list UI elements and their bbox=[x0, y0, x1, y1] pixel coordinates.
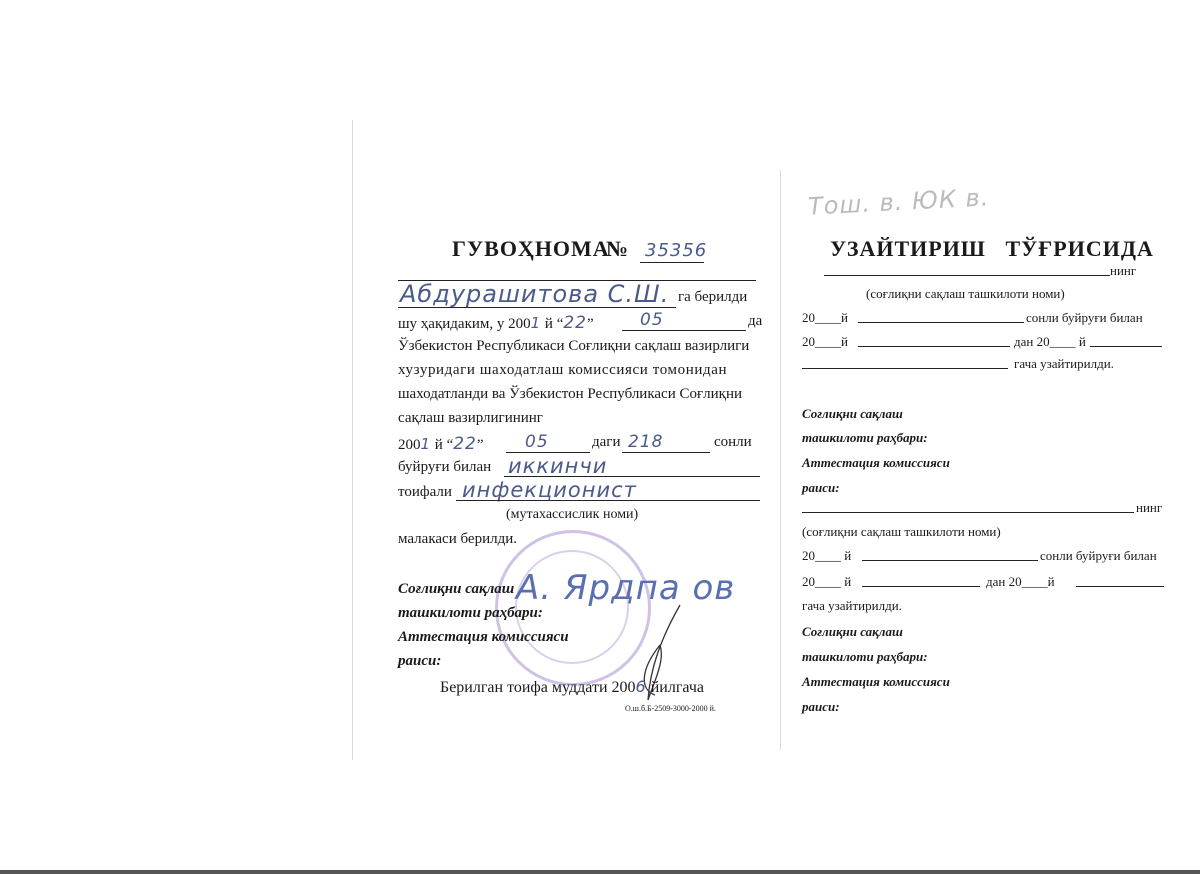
left-sig-label4: раиси: bbox=[398, 653, 442, 669]
left-sig-label2: ташкилоти раҳбари: bbox=[398, 605, 543, 621]
order-number-underline bbox=[622, 452, 710, 453]
right-r2-a: 20____й bbox=[802, 334, 848, 349]
right-r4-line bbox=[862, 560, 1038, 561]
text-line2-end: да bbox=[748, 313, 763, 329]
number-underline bbox=[640, 262, 704, 263]
text-line7-prefix: 200 bbox=[398, 437, 421, 453]
validity-line bbox=[440, 677, 704, 697]
text-line2-y: й “ bbox=[541, 316, 564, 332]
right-r6-end: гача узайтирилди. bbox=[802, 598, 902, 613]
right-sig5: Соғлиқни сақлаш bbox=[802, 624, 903, 639]
right-ning1: нинг bbox=[1110, 263, 1137, 278]
text-line2-q: ” bbox=[587, 316, 594, 332]
right-r4-b: сонли буйруғи билан bbox=[1040, 548, 1157, 563]
number-sign: № bbox=[606, 236, 630, 261]
line2-year: 1 bbox=[530, 314, 542, 332]
line7-month-underline bbox=[506, 452, 590, 453]
right-sig4: раиси: bbox=[802, 480, 840, 495]
text-line10: малакаси берилди. bbox=[398, 531, 517, 547]
category-value: иккинчи bbox=[508, 454, 608, 478]
right-r3-end: гача узайтирилди. bbox=[1014, 356, 1114, 371]
right-r5-a: 20____ й bbox=[802, 574, 852, 589]
name-underline bbox=[398, 307, 676, 308]
validity-end: йилгача bbox=[650, 679, 704, 696]
text-line6: сақлаш вазирлигининг bbox=[398, 410, 543, 426]
right-sig8: раиси: bbox=[802, 699, 840, 714]
right-org-line2 bbox=[802, 512, 1134, 513]
text-line2 bbox=[398, 313, 594, 333]
validity-prefix: Берилган тоифа муддати 200 bbox=[440, 679, 636, 696]
text-line9-prefix: тоифали bbox=[398, 484, 452, 500]
scan-bottom-edge bbox=[0, 870, 1200, 874]
line2-underline bbox=[622, 330, 746, 331]
line7-month: 05 bbox=[525, 432, 549, 452]
handwritten-signature: А. Ярдпа ов bbox=[516, 568, 736, 608]
right-r2-line bbox=[858, 346, 1010, 347]
print-code: О.ш.б.Б-2509-3000-2000 й. bbox=[625, 704, 716, 713]
line7-year: 1 bbox=[420, 435, 432, 453]
right-org-caption1: (соғлиқни сақлаш ташкилоти номи) bbox=[866, 286, 1065, 301]
text-line5: шаходатланди ва Ўзбекистон Республикаси Соғлиқни bbox=[398, 386, 743, 402]
right-r3-line bbox=[802, 368, 1008, 369]
left-sig-label1: Соғлиқни сақлаш bbox=[398, 581, 515, 597]
right-r2-line2 bbox=[1090, 346, 1162, 347]
text-line8-prefix: буйруғи билан bbox=[398, 459, 492, 475]
handwritten-note: Тош. в. ЮК в. bbox=[807, 183, 990, 221]
text-line7-mid: даги bbox=[592, 434, 621, 450]
text-line7-end: сонли bbox=[714, 434, 752, 450]
right-sig1: Соғлиқни сақлаш bbox=[802, 406, 903, 421]
right-r2-b: дан 20____ й bbox=[1014, 334, 1086, 349]
right-r1-line bbox=[858, 322, 1024, 323]
text-line2-prefix: шу ҳақидаким, у 200 bbox=[398, 316, 531, 332]
order-number: 218 bbox=[628, 432, 664, 452]
specialty-value: инфекционист bbox=[462, 478, 637, 502]
text-line1-end: га берилди bbox=[678, 289, 748, 305]
text-line4: хузуридаги шаходатлаш комиссияси томонидан bbox=[398, 362, 728, 378]
document-title-right: УЗАЙТИРИШ ТЎҒРИСИДА bbox=[830, 236, 1154, 261]
right-r5-line bbox=[862, 586, 980, 587]
line7-day: 22 bbox=[453, 434, 477, 454]
right-sig2: ташкилоти раҳбари: bbox=[802, 430, 928, 445]
right-org-caption2: (соғлиқни сақлаш ташкилоти номи) bbox=[802, 524, 1001, 539]
document-title: ГУВОҲНОМА bbox=[452, 236, 610, 261]
right-r5-b: дан 20____й bbox=[986, 574, 1055, 589]
recipient-name: Абдурашитова С.Ш. bbox=[400, 280, 670, 308]
right-r5-line2 bbox=[1076, 586, 1164, 587]
line9-underline bbox=[456, 500, 760, 501]
right-sig6: ташкилоти раҳбари: bbox=[802, 649, 928, 664]
right-r4-a: 20____ й bbox=[802, 548, 852, 563]
right-sig3: Аттестация комиссияси bbox=[802, 455, 950, 470]
certificate-number: 35356 bbox=[645, 240, 708, 261]
left-page-edge bbox=[352, 120, 353, 760]
right-org-line1 bbox=[824, 275, 1110, 276]
right-r1-a: 20____й bbox=[802, 310, 848, 325]
right-sig7: Аттестация комиссияси bbox=[802, 674, 950, 689]
text-line7 bbox=[398, 434, 484, 454]
center-fold bbox=[780, 170, 781, 750]
text-line7-q: ” bbox=[476, 437, 484, 453]
validity-year: 6 bbox=[635, 677, 647, 696]
line2-month: 05 bbox=[640, 310, 664, 330]
right-r1-b: сонли буйруғи билан bbox=[1026, 310, 1143, 325]
line2-day: 22 bbox=[563, 313, 587, 333]
text-line3: Ўзбекистон Республикаси Соғлиқни сақлаш вазирлиги bbox=[398, 338, 750, 354]
line8-underline bbox=[504, 476, 760, 477]
specialty-caption: (мутахассислик номи) bbox=[506, 507, 639, 522]
right-ning2: нинг bbox=[1136, 500, 1163, 515]
left-sig-label3: Аттестация комиссияси bbox=[398, 629, 569, 645]
text-line7-y: й “ bbox=[434, 437, 454, 453]
